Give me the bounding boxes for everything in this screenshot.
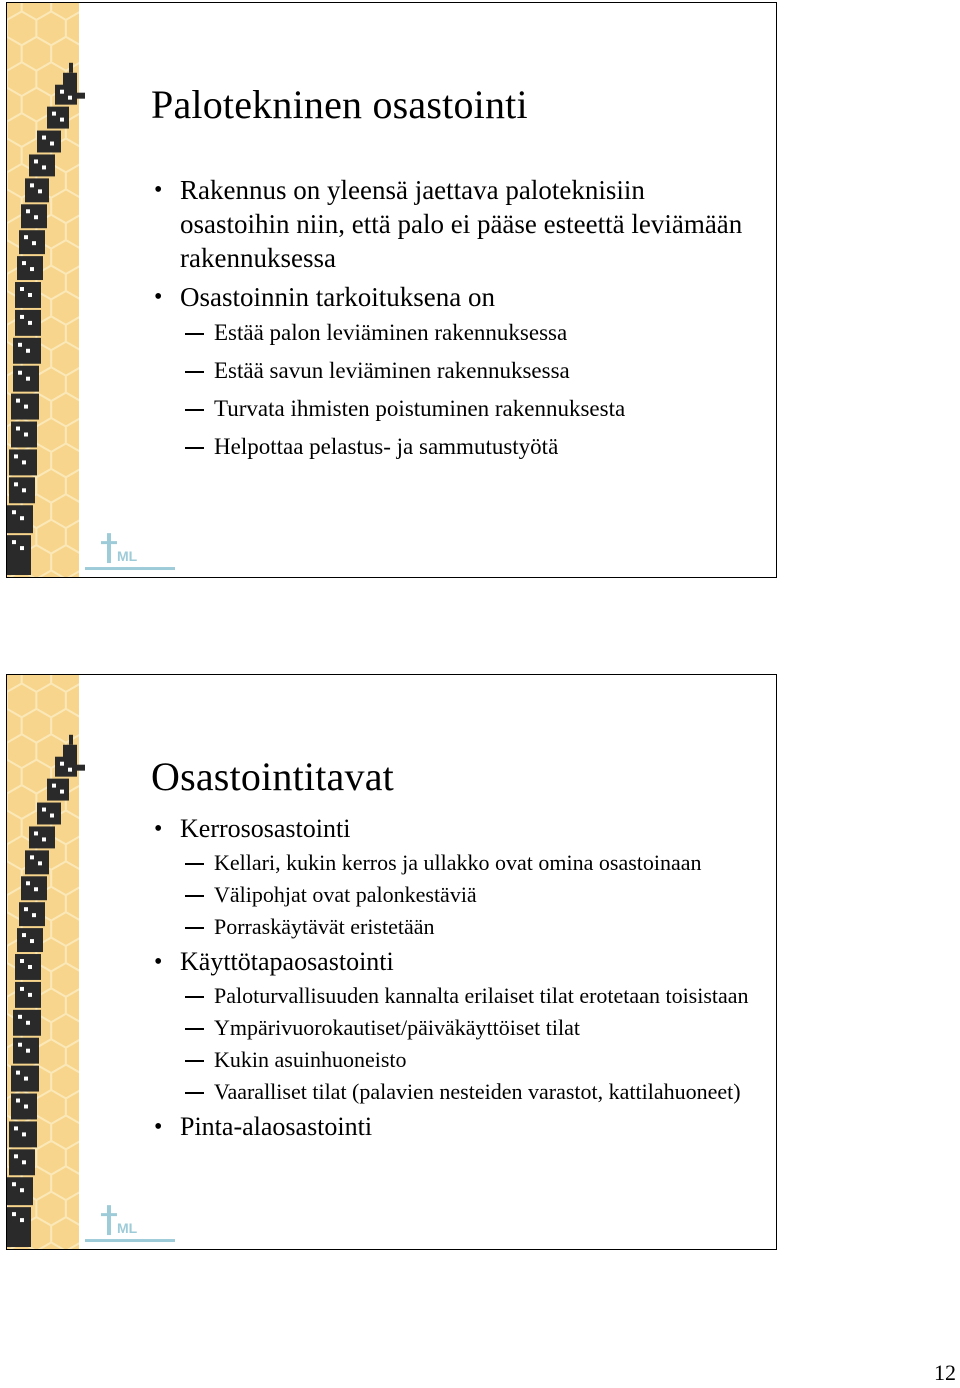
sub-bullet-item: Turvata ihmisten poistuminen rakennuksesta <box>151 395 756 422</box>
sub-bullet-item: Kukin asuinhuoneisto <box>151 1046 756 1073</box>
sub-bullet-item: Estää savun leviäminen rakennuksessa <box>151 357 756 384</box>
slide-1 <box>6 2 777 578</box>
logo-text: ML <box>116 548 138 565</box>
bullet-item: • Kerrososastointi <box>151 812 756 846</box>
bullet-list <box>151 173 756 471</box>
sub-bullet-item: Ympärivuorokautiset/päiväkäyttöiset tilat <box>151 1014 756 1041</box>
sub-bullet-item: Välipohjat ovat palonkestäviä <box>151 881 756 908</box>
slide-title: Palotekninen osastointi <box>151 82 528 127</box>
sub-bullet-item: Vaaralliset tilat (palavien nesteiden varastot, kattilahuoneet) <box>151 1078 756 1105</box>
bullet-item: • Rakennus on yleensä jaettava paloteknisiin osastoihin niin, että palo ei pääse esteettä leviämään rakennuksessa <box>151 173 756 275</box>
bullet-item: • Osastoinnin tarkoituksena on <box>151 280 756 314</box>
bullet-item: • Käyttötapaosastointi <box>151 945 756 979</box>
logo-text: ML <box>116 1220 138 1237</box>
sub-bullet-item: Porraskäytävät eristetään <box>151 913 756 940</box>
slide-title: Osastointitavat <box>151 754 394 799</box>
sub-bullet-item: Paloturvallisuuden kannalta erilaiset tilat erotetaan toisistaan <box>151 982 756 1009</box>
bullet-item: • Pinta-alaosastointi <box>151 1110 756 1144</box>
sub-bullet-item: Kellari, kukin kerros ja ullakko ovat omina osastoinaan <box>151 849 756 876</box>
slide-2 <box>6 674 777 1250</box>
sub-bullet-item: Estää palon leviäminen rakennuksessa <box>151 319 756 346</box>
sub-bullet-item: Helpottaa pelastus- ja sammutustyötä <box>151 433 756 460</box>
page-number: 12 <box>934 1360 956 1385</box>
bullet-list <box>151 812 756 1147</box>
